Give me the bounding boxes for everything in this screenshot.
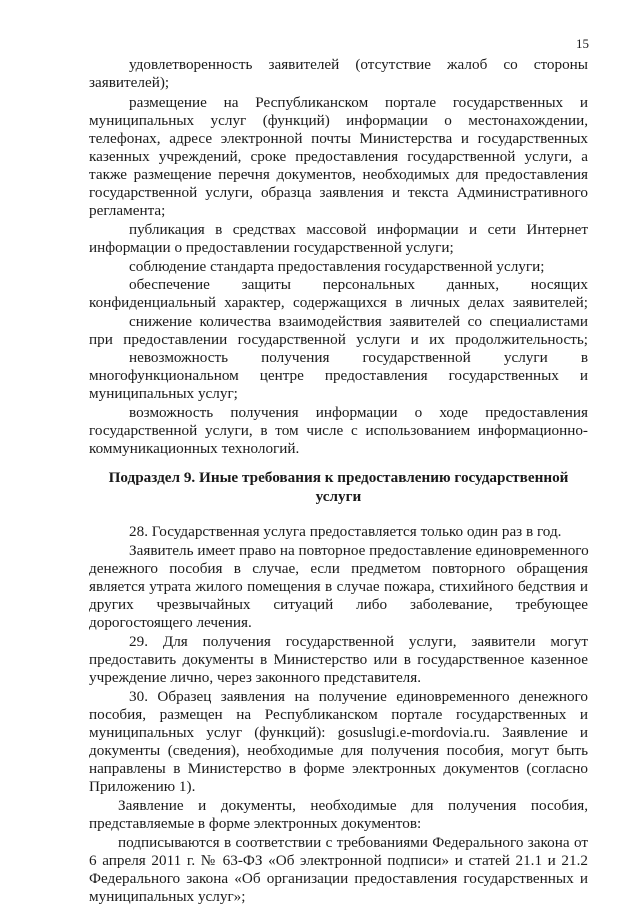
text-line: муниципальных услуг»; <box>89 888 246 905</box>
text-line: муниципальных услуг (функций) информации о местонахождении, <box>89 112 588 129</box>
text-line: Заявитель имеет право на повторное предоставление единовременного <box>129 542 589 559</box>
text-line: других чрезвычайных ситуаций либо заболевание, требующее <box>89 596 588 613</box>
text-line: регламента; <box>89 202 166 219</box>
text-line: при предоставлении государственной услуги и их продолжительность; <box>89 331 588 348</box>
text-line: коммуникационных технологий. <box>89 440 300 457</box>
text-line: казенных учреждений, сроке предоставления государственной услуги, а <box>89 148 588 165</box>
text-line: также размещение перечня документов, необходимых для предоставления <box>89 166 588 183</box>
text-line: Приложению 1). <box>89 778 196 795</box>
text-line: телефонах, адресе электронной почты Министерства и государственных <box>89 130 588 147</box>
text-line: государственной услуги, в том числе с использованием информационно- <box>89 422 588 439</box>
text-line: снижение количества взаимодействия заявителей со специалистами <box>129 313 588 330</box>
section-heading: услуги <box>315 488 362 505</box>
text-line: 30. Образец заявления на получение единовременного денежного <box>129 688 588 705</box>
page-number: 15 <box>576 36 589 51</box>
text-line: является утрата жилого помещения в случае пожара, стихийного бедствия и <box>89 578 588 595</box>
text-line: Заявление и документы, необходимые для получения пособия, <box>118 797 588 814</box>
text-line: 28. Государственная услуга предоставляется только один раз в год. <box>129 523 562 540</box>
text-line: муниципальных услуг; <box>89 385 238 402</box>
text-line: Федерального закона «Об организации предоставления государственных и <box>89 870 588 887</box>
text-line: заявителей); <box>89 74 170 91</box>
text-line: дорогостоящего лечения. <box>89 614 252 631</box>
text-line: обеспечение защиты персональных данных, носящих <box>129 276 588 293</box>
text-line: невозможность получения государственной услуги в <box>129 349 588 366</box>
text-line: учреждение лично, через законного представителя. <box>89 669 422 686</box>
text-line: публикация в средствах массовой информации и сети Интернет <box>129 221 588 238</box>
text-line: документы (сведения), необходимые для получения пособия, могут быть <box>89 742 588 759</box>
text-line: возможность получения информации о ходе предоставления <box>129 404 588 421</box>
text-line: подписываются в соответствии с требованиями Федерального закона от <box>118 834 588 851</box>
text-line: пособия, размещен на Республиканском портале государственных и <box>89 706 588 723</box>
text-line: 29. Для получения государственной услуги, заявители могут <box>129 633 588 650</box>
text-line: конфиденциальный характер, содержащихся в личных делах заявителей; <box>89 294 588 311</box>
text-line: соблюдение стандарта предоставления государственной услуги; <box>129 258 545 275</box>
text-line: размещение на Республиканском портале государственных и <box>129 94 588 111</box>
text-line: информации о предоставлении государственной услуги; <box>89 239 454 256</box>
text-line: представляемые в форме электронных документов: <box>89 815 422 832</box>
text-line: муниципальных услуг (функций): gosuslugi.e-mordovia.ru. Заявление и <box>89 724 588 741</box>
text-line: предоставить документы в Министерство или в государственное казенное <box>89 651 588 668</box>
text-line: удовлетворенность заявителей (отсутствие жалоб со стороны <box>129 56 588 73</box>
text-line: государственной услуги, образца заявления и текста Административного <box>89 184 588 201</box>
section-heading: Подраздел 9. Иные требования к предоставлению государственной <box>108 469 569 486</box>
text-line: направлены в Министерство в форме электронных документов (согласно <box>89 760 588 777</box>
text-line: многофункциональном центре предоставления государственных и <box>89 367 588 384</box>
text-line: 6 апреля 2011 г. № 63-ФЗ «Об электронной подписи» и статей 21.1 и 21.2 <box>89 852 588 869</box>
text-line: денежного пособия в случае, если предметом повторного обращения <box>89 560 588 577</box>
